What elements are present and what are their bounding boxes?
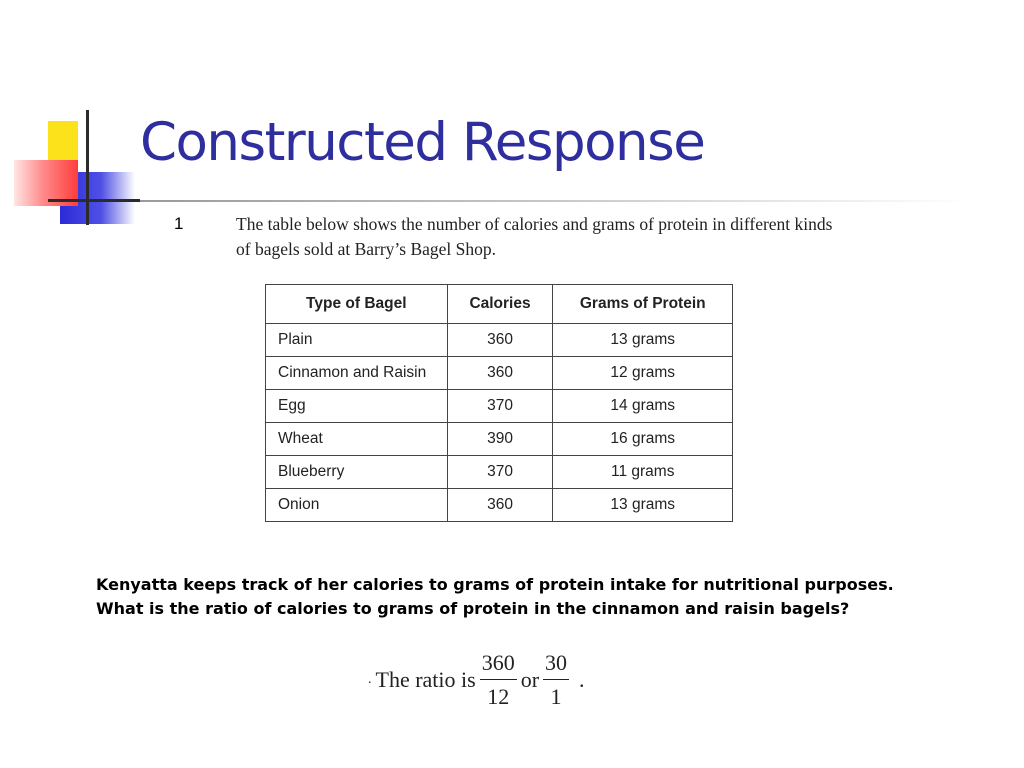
cell-protein: 13 grams	[553, 324, 733, 357]
answer-expression	[368, 650, 585, 710]
header-calories: Calories	[447, 285, 553, 324]
answer-lead-mark: .	[368, 672, 372, 687]
table-row	[266, 324, 733, 357]
cell-calories: 370	[447, 390, 553, 423]
cell-protein: 11 grams	[553, 456, 733, 489]
cell-type: Onion	[266, 489, 448, 522]
cell-type: Wheat	[266, 423, 448, 456]
decor-horizontal-line	[48, 199, 140, 202]
slide-title: Constructed Response	[140, 112, 705, 173]
cell-calories: 370	[447, 456, 553, 489]
intro-text: The table below shows the number of calories and grams of protein in different kinds of bagels sold at Barry’s Bagel Shop.	[236, 214, 833, 259]
cell-calories: 360	[447, 357, 553, 390]
fraction-numerator: 30	[543, 650, 569, 680]
cell-calories: 390	[447, 423, 553, 456]
answer-connector: or	[520, 667, 540, 692]
question-number: 1	[174, 214, 184, 233]
answer-end-mark: .	[579, 667, 585, 692]
title-underline	[140, 200, 970, 202]
fraction-numerator: 360	[480, 650, 517, 680]
fraction-denominator: 12	[487, 684, 510, 709]
table-row	[266, 390, 733, 423]
answer-prefix: The ratio is	[375, 667, 476, 692]
cell-type: Cinnamon and Raisin	[266, 357, 448, 390]
cell-protein: 14 grams	[553, 390, 733, 423]
cell-protein: 12 grams	[553, 357, 733, 390]
header-protein: Grams of Protein	[553, 285, 733, 324]
cell-protein: 16 grams	[553, 423, 733, 456]
bagel-table	[265, 284, 733, 522]
fraction-denominator: 1	[550, 684, 562, 709]
table-header-row	[266, 285, 733, 324]
table-row	[266, 423, 733, 456]
cell-type: Plain	[266, 324, 448, 357]
cell-protein: 13 grams	[553, 489, 733, 522]
question-text: Kenyatta keeps track of her calories to grams of protein intake for nutritional purposes. What is the ratio of calories to grams of protein in the cinnamon and raisin bagels?	[96, 575, 894, 618]
cell-calories: 360	[447, 489, 553, 522]
table-row	[266, 357, 733, 390]
header-type: Type of Bagel	[266, 285, 448, 324]
cell-type: Egg	[266, 390, 448, 423]
table-row	[266, 456, 733, 489]
fraction-360-12	[480, 650, 517, 710]
table-row	[266, 489, 733, 522]
fraction-30-1	[543, 650, 569, 710]
cell-type: Blueberry	[266, 456, 448, 489]
decor-vertical-line	[86, 110, 89, 225]
cell-calories: 360	[447, 324, 553, 357]
